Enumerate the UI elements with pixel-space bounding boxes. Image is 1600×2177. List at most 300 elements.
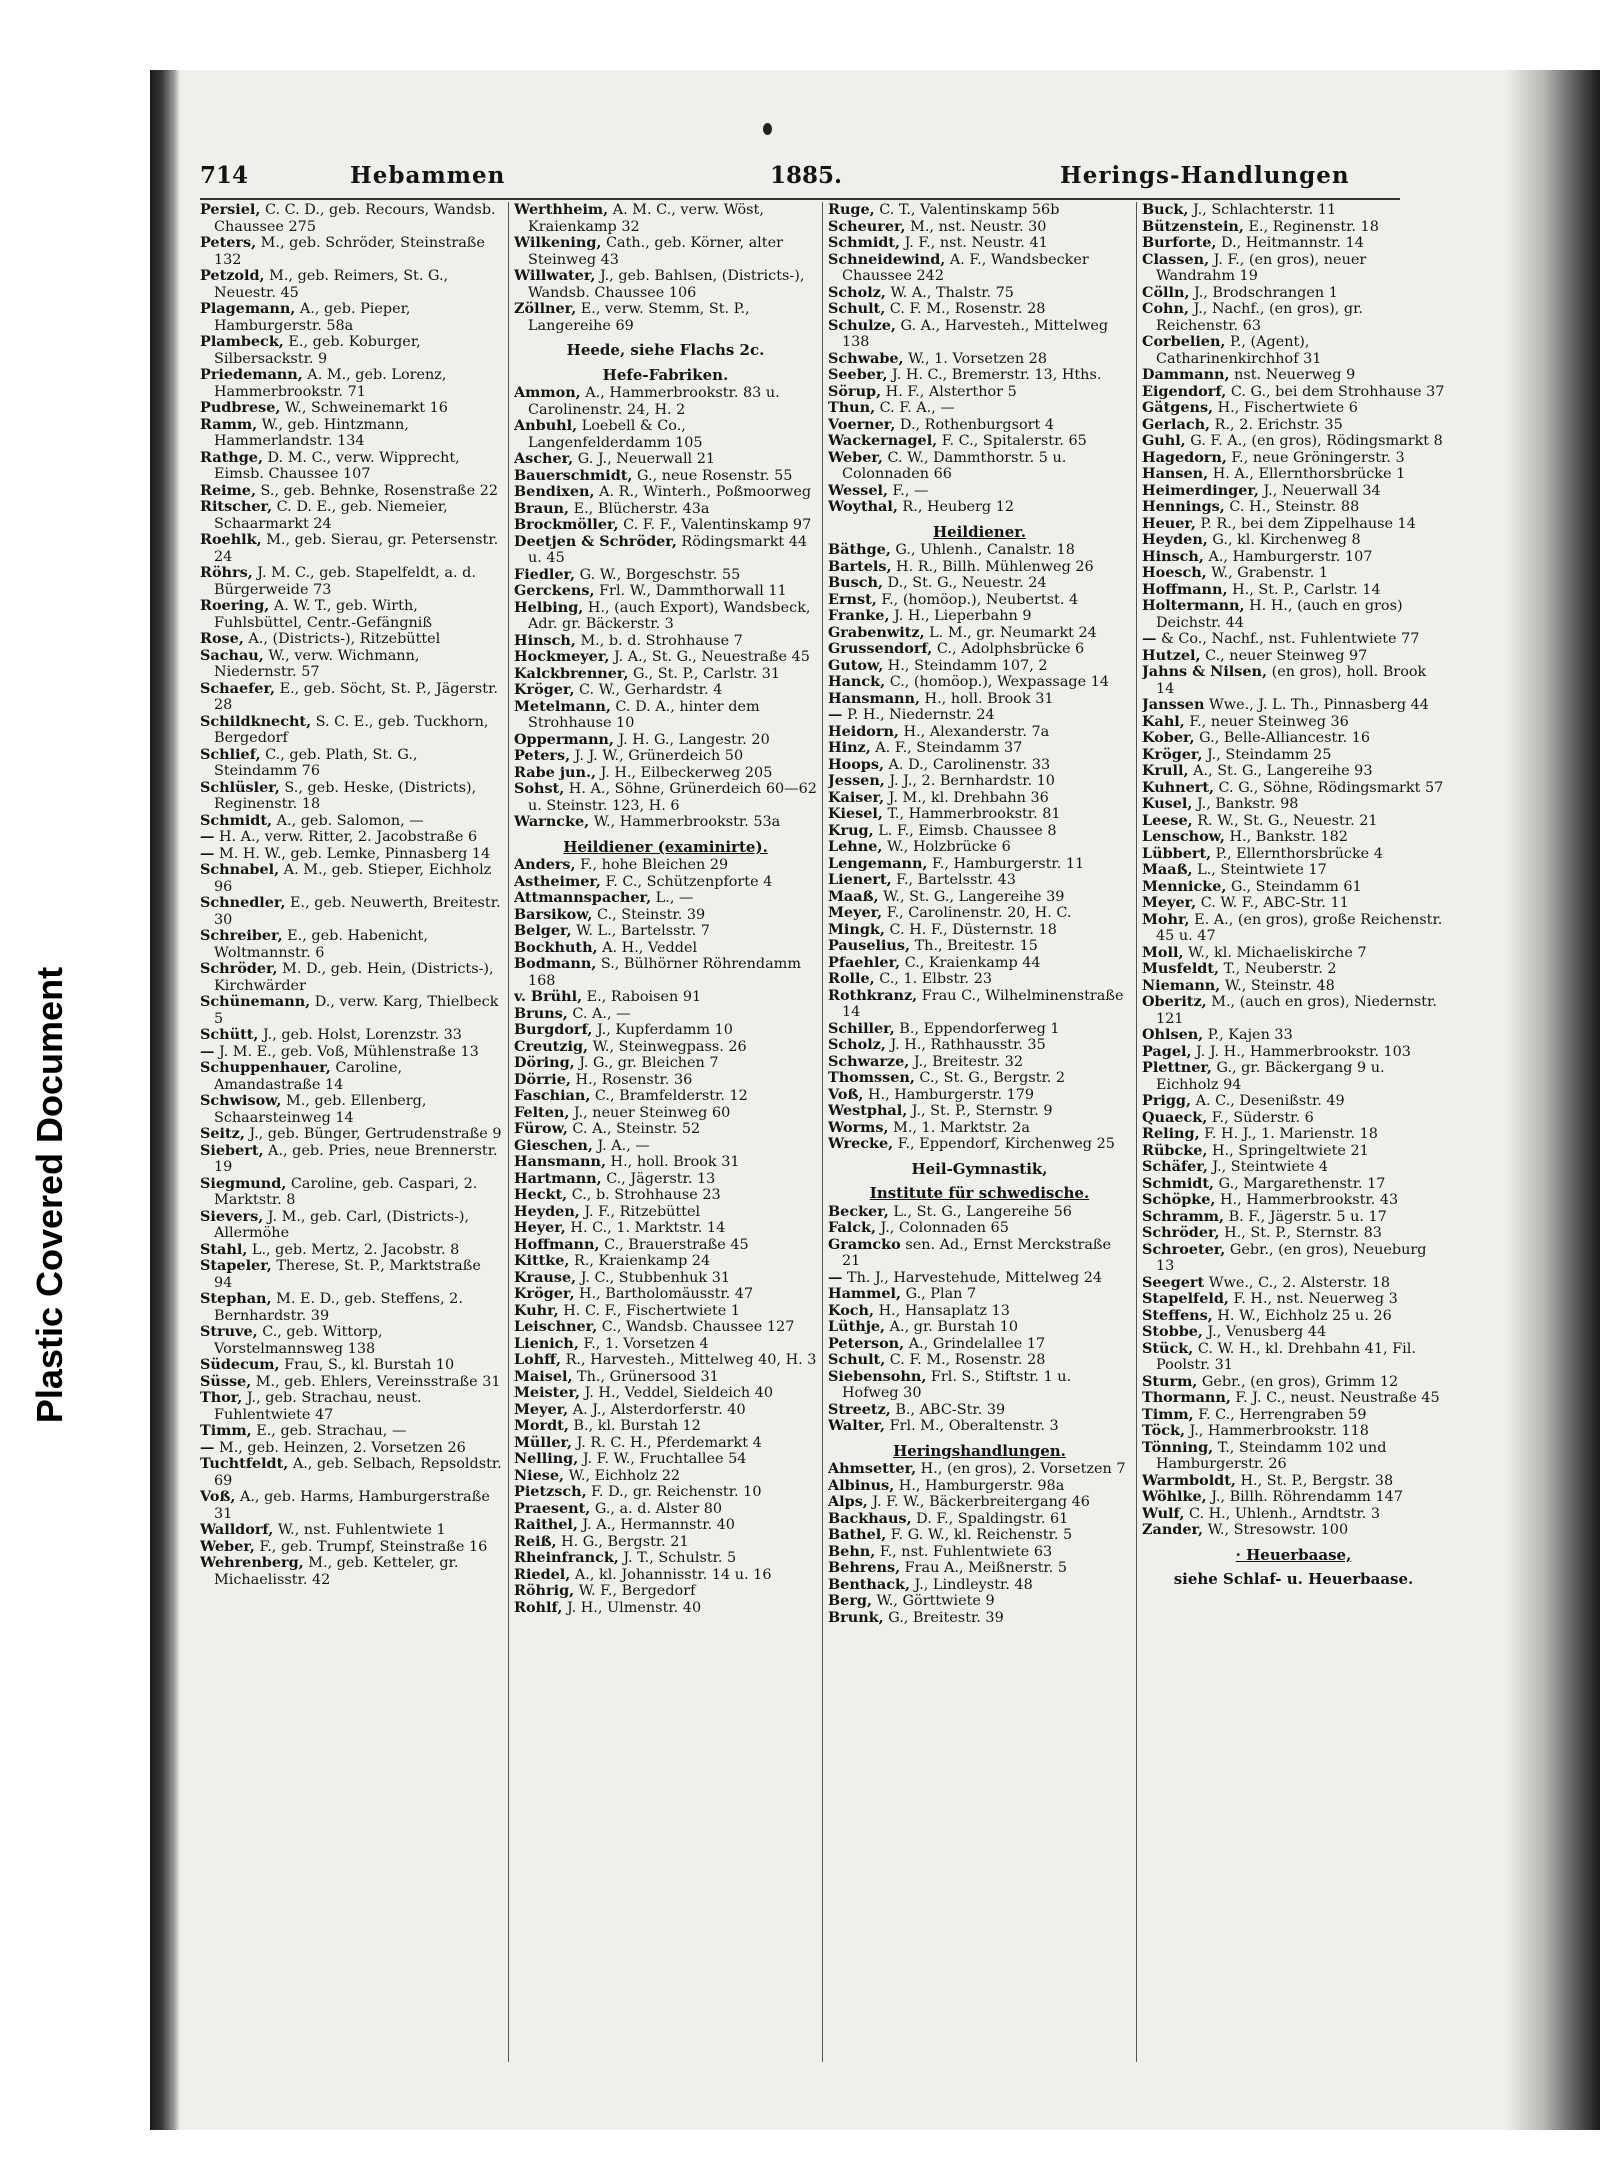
directory-entry: [514, 1204, 817, 1221]
directory-entry: [200, 565, 503, 598]
entry-name: Gramcko: [828, 1235, 901, 1253]
entry-details: F. H. J., 1. Marienstr. 18: [1199, 1126, 1378, 1142]
entry-name: Alps,: [828, 1493, 868, 1510]
entry-details: L. F., Eimsb. Chaussee 8: [873, 822, 1057, 839]
entry-name: Voß,: [828, 1085, 864, 1103]
entry-name: Heimerdinger,: [1142, 481, 1259, 499]
section-title: Heringshandlungen.: [893, 1441, 1066, 1460]
entry-details: C., Bramfelderstr. 12: [590, 1088, 748, 1104]
directory-entry: [200, 829, 503, 846]
entry-details: & Co., Nachf., nst. Fuhlentwiete 77: [1156, 631, 1420, 647]
entry-name: Bäthge,: [828, 541, 891, 558]
entry-details: Caroline, geb. Caspari, 2. Marktstr. 8: [214, 1175, 478, 1208]
entry-details: J. A., Hermannstr. 40: [577, 1517, 735, 1533]
entry-name: Leese,: [1142, 811, 1193, 829]
directory-entry: [1142, 945, 1445, 962]
directory-entry: [828, 1369, 1131, 1402]
entry-name: Leischner,: [514, 1318, 598, 1335]
entry-name: Schneidewind,: [828, 250, 946, 268]
entry-name: Kusel,: [1142, 795, 1193, 812]
entry-name: Wilkening,: [514, 234, 602, 251]
entry-name: Ascher,: [514, 450, 574, 467]
entry-name: Ahmsetter,: [828, 1460, 917, 1477]
entry-details: Therese, St. P., Marktstraße 94: [214, 1258, 481, 1291]
directory-entry: [1142, 252, 1445, 285]
entry-details: J. H. C., Bremerstr. 13, Hths.: [887, 367, 1102, 383]
entry-name: Stapeler,: [200, 1257, 272, 1274]
entry-name: Sörup,: [828, 382, 882, 400]
left-running-title: Hebammen: [350, 162, 506, 189]
directory-entry: [1142, 895, 1445, 912]
directory-entry: [514, 1402, 817, 1419]
entry-details: A. M., geb. Stieper, Eichholz 96: [214, 862, 492, 895]
entry-details: M., geb. Ellenberg, Schaarsteinweg 14: [214, 1093, 427, 1126]
entry-details: Frau A., Meißnerstr. 5: [900, 1560, 1067, 1576]
directory-entry: [828, 1577, 1131, 1594]
entry-name: Thormann,: [1142, 1389, 1231, 1406]
entry-name: Seeber,: [828, 366, 888, 383]
entry-details: H. F., Alsterthor 5: [881, 383, 1017, 400]
directory-entry: [828, 384, 1131, 401]
entry-details: J. G., gr. Bleichen 7: [574, 1055, 719, 1071]
directory-entry: [200, 631, 503, 648]
directory-entry: [200, 1258, 503, 1291]
entry-name: Reiß,: [514, 1532, 557, 1550]
directory-entry: [828, 1237, 1131, 1270]
entry-name: Mordt,: [514, 1417, 569, 1434]
directory-entry: [514, 484, 817, 501]
directory-entry: [200, 450, 503, 483]
entry-name: Helbing,: [514, 598, 584, 616]
entry-name: Rabe jun.,: [514, 763, 596, 781]
entry-details: A. D., Carolinenstr. 33: [883, 756, 1051, 773]
entry-details: G., Margarethenstr. 17: [1214, 1175, 1386, 1192]
directory-entry: [1142, 450, 1445, 467]
entry-name: Schwabe,: [828, 349, 904, 367]
entry-name: Gieschen,: [514, 1136, 593, 1154]
entry-name: Walldorf,: [200, 1521, 274, 1538]
directory-entry: [1142, 400, 1445, 417]
directory-entry: [514, 1154, 817, 1171]
entry-name: Pagel,: [1142, 1042, 1192, 1060]
entry-details: W., geb. Hintzmann, Hammerlandstr. 134: [214, 416, 409, 449]
entry-details: H., St. P., Bergstr. 38: [1235, 1472, 1394, 1489]
entry-name: Döring,: [514, 1054, 575, 1071]
entry-details: J., Brodschrangen 1: [1189, 284, 1338, 301]
entry-name: Ernst,: [828, 590, 877, 608]
entry-name: Seegert: [1142, 1273, 1205, 1291]
entry-details: A. M. C., verw. Wöst, Kraienkamp 32: [528, 202, 764, 235]
entry-name: Meyer,: [514, 1400, 569, 1418]
entry-details: H. C. F., Fischertwiete 1: [558, 1302, 741, 1319]
directory-entry: [828, 450, 1131, 483]
entry-details: H., Bartholomäusstr. 47: [574, 1286, 754, 1302]
directory-entry: [514, 1567, 817, 1584]
entry-name: Voß,: [200, 1488, 236, 1505]
entry-details: W. A., Thalstr. 75: [885, 284, 1014, 301]
entry-details: J. M. E., geb. Voß, Mühlenstraße 13: [214, 1043, 479, 1060]
entry-details: F., neuer Steinweg 36: [1184, 713, 1349, 730]
entry-name: Bathel,: [828, 1526, 887, 1543]
entry-name: Kalckbrenner,: [514, 664, 629, 682]
directory-entry: [514, 814, 817, 831]
entry-details: T., Steindamm 102 und Hamburgerstr. 26: [1156, 1439, 1387, 1472]
entry-name: Kuhr,: [514, 1301, 559, 1319]
directory-entry: [514, 1451, 817, 1468]
entry-name: Kröger,: [1142, 745, 1203, 763]
directory-entry: [828, 1220, 1131, 1237]
entry-details: C. H., Steinstr. 88: [1224, 499, 1360, 515]
entry-name: Voerner,: [828, 415, 896, 433]
entry-details: C. W., Dammthorstr. 5 u. Colonnaden 66: [842, 449, 1067, 482]
entry-details: M. E. D., geb. Steffens, 2. Bernhardstr. 39: [214, 1291, 463, 1324]
column-2: [514, 202, 817, 2072]
entry-details: J., geb. Bahlsen, (Districts-), Wandsb. Chaussee 106: [528, 268, 805, 301]
entry-details: A. J., Alsterdorferstr. 40: [568, 1401, 746, 1418]
entry-details: W., Holzbrücke 6: [882, 839, 1011, 855]
directory-entry: [1142, 1126, 1445, 1143]
entry-details: A. H., Veddel: [597, 939, 698, 956]
entry-details: J. F., (en gros), neuer Wandrahm 19: [1156, 251, 1367, 284]
year: 1885.: [770, 162, 843, 189]
entry-name: Schmidt,: [200, 811, 273, 829]
entry-name: Felten,: [514, 1103, 570, 1121]
entry-details: H., St. P., Sternstr. 83: [1219, 1225, 1382, 1241]
entry-details: J., Breitestr. 32: [909, 1053, 1023, 1070]
entry-name: Ammon,: [514, 384, 581, 401]
entry-name: Sturm,: [1142, 1372, 1198, 1390]
binding-hole: [763, 123, 772, 135]
entry-name: Schlüsler,: [200, 778, 280, 796]
entry-name: Pfaehler,: [828, 953, 901, 971]
directory-entry: [200, 1440, 503, 1457]
entry-details: nst. Neuerweg 9: [1229, 367, 1356, 383]
directory-entry: [514, 1121, 817, 1138]
entry-details: W., Eichholz 22: [564, 1467, 681, 1484]
directory-entry: [828, 351, 1131, 368]
directory-entry: [828, 1120, 1131, 1137]
entry-name: Deetjen & Schröder,: [514, 532, 677, 550]
directory-entry: [200, 1374, 503, 1391]
directory-entry: [200, 1242, 503, 1259]
entry-name: Kröger,: [514, 681, 575, 698]
entry-name: Thor,: [200, 1389, 243, 1406]
entry-details: Frl. W., Dammthorwall 11: [594, 583, 787, 599]
directory-entry: [200, 1539, 503, 1556]
entry-details: W., Steinwegpass. 26: [588, 1038, 747, 1055]
entry-details: C. F. M., Rosenstr. 28: [885, 1352, 1046, 1368]
directory-entry: [1142, 862, 1445, 879]
entry-details: H., Hamburgerstr. 179: [863, 1086, 1035, 1103]
entry-name: Mennicke,: [1142, 877, 1227, 895]
entry-details: C. T., Valentinskamp 56b: [874, 202, 1060, 218]
directory-entry: [828, 1136, 1131, 1153]
entry-name: Stapelfeld,: [1142, 1290, 1229, 1307]
directory-entry: [200, 235, 503, 268]
entry-details: J. H. G., Langestr. 20: [613, 731, 770, 748]
directory-entry: [1142, 763, 1445, 780]
entry-name: Streetz,: [828, 1400, 891, 1418]
section-title: siehe Schlaf- u. Heuerbaase.: [1173, 1570, 1414, 1588]
directory-entry: [514, 732, 817, 749]
directory-entry: [200, 1423, 503, 1440]
entry-name: Koch,: [828, 1301, 875, 1319]
entry-details: J. M., kl. Drehbahn 36: [884, 789, 1049, 806]
directory-entry: [200, 1060, 503, 1093]
directory-entry: [200, 862, 503, 895]
directory-entry: [1142, 1242, 1445, 1275]
directory-entry: [514, 567, 817, 584]
directory-entry: [514, 1187, 817, 1204]
entry-name: Cölln,: [1142, 283, 1190, 301]
entry-details: H., (en gros), 2. Vorsetzen 7: [916, 1461, 1126, 1477]
entry-name: Hutzel,: [1142, 646, 1201, 664]
directory-entry: [1142, 747, 1445, 764]
directory-entry: [514, 1550, 817, 1567]
directory-entry: [514, 468, 817, 485]
entry-name: —: [200, 1042, 215, 1060]
entry-name: Ramm,: [200, 415, 258, 433]
entry-name: Schroeter,: [1142, 1240, 1226, 1258]
entry-name: Lübbert,: [1142, 844, 1212, 862]
directory-entry: [514, 501, 817, 518]
entry-details: A. W. T., geb. Wirth, Fuhlsbüttel, Centr.-Gefängniß: [214, 598, 433, 631]
entry-details: H. A., verw. Ritter, 2. Jacobstraße 6: [214, 829, 478, 845]
entry-name: Rose,: [200, 630, 244, 647]
entry-name: Ruge,: [828, 202, 875, 218]
directory-entry: [1142, 1060, 1445, 1093]
entry-details: F., nst. Fuhlentwiete 63: [875, 1543, 1053, 1560]
directory-entry: [828, 1560, 1131, 1577]
entry-name: Töck,: [1142, 1422, 1185, 1439]
directory-entry: [1142, 1159, 1445, 1176]
entry-details: H., Bankstr. 182: [1224, 829, 1348, 845]
directory-entry: [1142, 978, 1445, 995]
directory-entry: [514, 235, 817, 268]
entry-details: J. T., Schulstr. 5: [618, 1550, 737, 1566]
directory-entry: [828, 542, 1131, 559]
entry-name: Persiel,: [200, 202, 261, 218]
entry-details: E., Raboisen 91: [582, 989, 702, 1005]
entry-details: S., Bülhörner Röhrendamm 168: [528, 956, 801, 989]
directory-entry: [828, 252, 1131, 285]
directory-entry: [1142, 334, 1445, 367]
directory-entry: [1142, 1423, 1445, 1440]
entry-name: Brockmöller,: [514, 516, 619, 533]
entry-name: Hoops,: [828, 755, 884, 773]
entry-name: Schröder,: [200, 960, 278, 977]
entry-name: Süsse,: [200, 1372, 252, 1390]
directory-entry: [514, 1006, 817, 1023]
directory-entry: [514, 748, 817, 765]
entry-details: F., neue Gröningerstr. 3: [1226, 449, 1405, 466]
directory-entry: [1142, 483, 1445, 500]
entry-details: F., Bartelsstr. 43: [891, 872, 1016, 888]
directory-entry: [514, 682, 817, 699]
entry-name: Schlief,: [200, 745, 261, 763]
entry-details: P., Ellernthorsbrücke 4: [1211, 845, 1383, 862]
entry-name: Sachau,: [200, 646, 264, 664]
entry-details: C., 1. Elbstr. 23: [874, 971, 993, 987]
entry-name: Rolle,: [828, 970, 875, 987]
directory-entry: [828, 499, 1131, 516]
directory-entry: [200, 846, 503, 863]
directory-entry: [828, 1054, 1131, 1071]
entry-name: Willwater,: [514, 267, 596, 284]
entry-name: Hanck,: [828, 673, 886, 690]
entry-details: sen. Ad., Ernst Merckstraße 21: [842, 1236, 1112, 1269]
directory-entry: [1142, 796, 1445, 813]
entry-name: Dörrie,: [514, 1070, 571, 1088]
directory-entry: [514, 1138, 817, 1155]
directory-entry: [514, 765, 817, 782]
entry-name: Hoffmann,: [1142, 580, 1228, 598]
directory-entry: [200, 334, 503, 367]
column-3: [828, 202, 1131, 2072]
entry-details: C., b. Strohhause 23: [567, 1187, 721, 1203]
entry-details: J., neuer Steinweg 60: [569, 1104, 731, 1121]
entry-name: Meyer,: [828, 904, 883, 921]
entry-name: Kröger,: [514, 1285, 575, 1302]
directory-entry: [828, 674, 1131, 691]
entry-details: F., Hamburgerstr. 11: [927, 855, 1085, 872]
directory-entry: [200, 268, 503, 301]
entry-name: Schult,: [828, 300, 886, 317]
entry-name: Schnedler,: [200, 894, 286, 911]
entry-name: Bauerschmidt,: [514, 466, 633, 484]
directory-entry: [200, 895, 503, 928]
entry-details: A., (Districts-), Ritzebüttel: [243, 631, 441, 647]
directory-entry: [828, 724, 1131, 741]
entry-name: Kittke,: [514, 1252, 570, 1269]
directory-entry: [828, 285, 1131, 302]
entry-name: Lenschow,: [1142, 828, 1225, 845]
directory-entry: [514, 418, 817, 451]
entry-details: F., Eppendorf, Kirchenweg 25: [893, 1136, 1115, 1152]
directory-entry: [828, 740, 1131, 757]
directory-entry: [1142, 912, 1445, 945]
entry-name: Buck,: [1142, 202, 1189, 218]
directory-entry: [1142, 549, 1445, 566]
entry-details: C. W. H., kl. Drehbahn 41, Fil. Poolstr. 31: [1156, 1340, 1416, 1373]
directory-entry: [514, 633, 817, 650]
entry-name: Hinz,: [828, 739, 871, 756]
entry-name: Lüthje,: [828, 1318, 886, 1335]
entry-name: Heuer,: [1142, 514, 1196, 532]
entry-name: Raithel,: [514, 1516, 578, 1533]
entry-name: Prigg,: [1142, 1092, 1192, 1109]
entry-name: Pudbrese,: [200, 399, 281, 416]
entry-details: E., geb. Habenicht, Woltmannstr. 6: [214, 928, 428, 961]
directory-entry: [828, 559, 1131, 576]
entry-details: J. C., Stubbenhuk 31: [576, 1269, 731, 1286]
directory-entry: [1142, 1275, 1445, 1292]
entry-name: Riedel,: [514, 1565, 571, 1583]
entry-name: Pauselius,: [828, 937, 910, 954]
entry-details: J., geb. Bünger, Gertrudenstraße 9: [244, 1126, 502, 1142]
directory-entry: [1142, 813, 1445, 830]
entry-name: Werthheim,: [514, 202, 609, 218]
entry-details: H., Steindamm 107, 2: [883, 657, 1048, 674]
section-title: Heildiener.: [932, 522, 1027, 541]
entry-name: Behrens,: [828, 1559, 901, 1576]
entry-name: Hartmann,: [514, 1169, 602, 1187]
directory-entry: [828, 905, 1131, 922]
directory-entry: [514, 956, 817, 989]
directory-entry: [1142, 1176, 1445, 1193]
entry-details: W., 1. Vorsetzen 28: [903, 350, 1047, 367]
entry-details: E., geb. Koburger, Silbersackstr. 9: [214, 334, 421, 367]
directory-entry: [828, 1461, 1131, 1478]
entry-details: P. H., Niedernstr. 24: [842, 707, 995, 723]
directory-entry: [514, 649, 817, 666]
entry-details: Caroline, Amandastraße 14: [214, 1060, 403, 1093]
entry-details: J., Hammerbrookstr. 118: [1184, 1423, 1369, 1439]
entry-details: G., Uhlenh., Canalstr. 18: [890, 542, 1075, 558]
entry-details: F., Süderstr. 6: [1207, 1109, 1314, 1126]
entry-name: Peterson,: [828, 1334, 905, 1352]
directory-entry: [1142, 714, 1445, 731]
directory-entry: [1142, 1027, 1445, 1044]
entry-name: Roering,: [200, 597, 270, 614]
entry-name: Rohlf,: [514, 1598, 563, 1616]
entry-details: F. D., gr. Reichenstr. 10: [586, 1484, 762, 1500]
entry-name: Walter,: [828, 1417, 886, 1434]
entry-name: Hansen,: [1142, 465, 1209, 482]
entry-details: J., Schlachterstr. 11: [1188, 202, 1337, 218]
entry-name: Bartels,: [828, 557, 892, 575]
entry-details: Wwe., C., 2. Alsterstr. 18: [1204, 1274, 1391, 1291]
directory-entry: [200, 714, 503, 747]
entry-name: Schuppenhauer,: [200, 1059, 331, 1076]
directory-entry: [828, 202, 1131, 219]
directory-entry: [1142, 994, 1445, 1027]
entry-name: Kuhnert,: [1142, 778, 1214, 796]
document-page: [150, 70, 1600, 2130]
directory-entry: [514, 1534, 817, 1551]
directory-entry: [200, 1176, 503, 1209]
entry-name: Maisel,: [514, 1367, 573, 1385]
directory-entry: [828, 1336, 1131, 1353]
entry-name: Wehrenberg,: [200, 1554, 304, 1571]
entry-details: J. H., Eilbeckerweg 205: [596, 764, 773, 781]
entry-name: Gerckens,: [514, 582, 595, 599]
entry-details: F. G. W., kl. Reichenstr. 5: [886, 1527, 1073, 1543]
directory-entry: [514, 1468, 817, 1485]
entry-name: Scholz,: [828, 283, 886, 301]
page-header: [200, 162, 1400, 202]
entry-name: Barsikow,: [514, 905, 593, 923]
directory-entry: [514, 1286, 817, 1303]
directory-entry: [200, 961, 503, 994]
entry-name: Metelmann,: [514, 697, 611, 715]
entry-name: Woythal,: [828, 498, 898, 515]
entry-details: T., Hammerbrookstr. 81: [882, 806, 1061, 822]
entry-details: J., Lindleystr. 48: [909, 1576, 1033, 1593]
entry-details: D., St. G., Neuestr. 24: [882, 575, 1047, 591]
directory-entry: [828, 608, 1131, 625]
directory-entry: [200, 1044, 503, 1061]
entry-details: W., Grabenstr. 1: [1206, 565, 1328, 581]
entry-details: H. H., (auch en gros) Deichstr. 44: [1156, 598, 1403, 631]
directory-entry: [200, 994, 503, 1027]
entry-name: Plettner,: [1142, 1059, 1212, 1076]
entry-name: Maaß,: [828, 887, 879, 905]
entry-details: C., Adolphsbrücke 6: [932, 641, 1085, 657]
directory-entry: [828, 483, 1131, 500]
section-title: Heil-Gymnastik,: [911, 1159, 1048, 1178]
entry-details: A. R., Winterh., Poßmoorweg: [594, 484, 812, 500]
